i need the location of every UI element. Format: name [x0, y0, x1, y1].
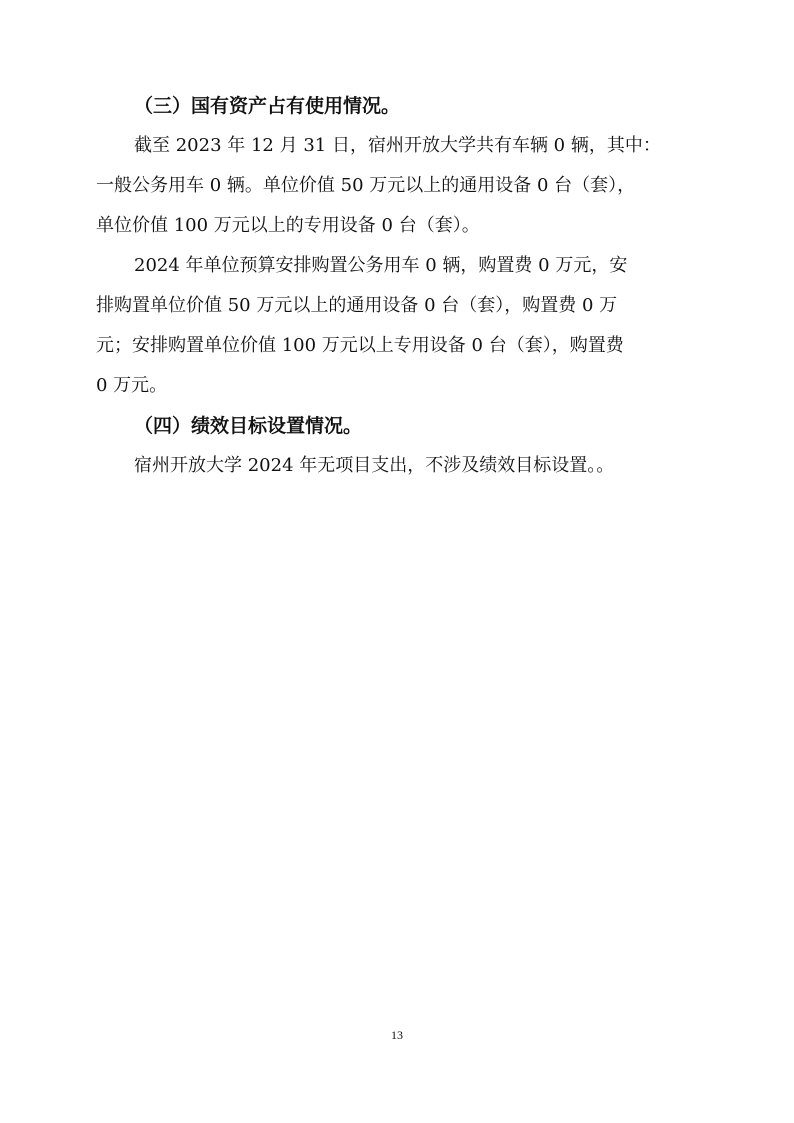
section-heading-assets: （三）国有资产占有使用情况。	[134, 95, 401, 117]
paragraph-line: 0 万元。	[96, 375, 168, 396]
section-heading-performance: （四）绩效目标设置情况。	[134, 415, 363, 437]
paragraph-budget-purchases	[96, 246, 704, 406]
paragraph-line: 一般公务用车 0 辆。单位价值 50 万元以上的通用设备 0 台（套），	[96, 175, 636, 196]
paragraph-line: 截至 2023 年 12 月 31 日，宿州开放大学共有车辆 0 辆，其中：	[134, 135, 661, 156]
paragraph-line: 排购置单位价值 50 万元以上的通用设备 0 台（套），购置费 0 万	[96, 295, 618, 316]
paragraph-vehicles-equipment	[96, 126, 704, 246]
paragraph-line: 2024 年单位预算安排购置公务用车 0 辆，购置费 0 万元，安	[134, 255, 628, 276]
paragraph-performance: 宿州开放大学 2024 年无项目支出，不涉及绩效目标设置。。	[134, 455, 615, 476]
document-body	[96, 86, 704, 486]
page-number: 13	[391, 1028, 403, 1042]
paragraph-line: 单位价值 100 万元以上的专用设备 0 台（套）。	[96, 215, 480, 236]
paragraph-line: 元；安排购置单位价值 100 万元以上专用设备 0 台（套），购置费	[96, 335, 624, 356]
